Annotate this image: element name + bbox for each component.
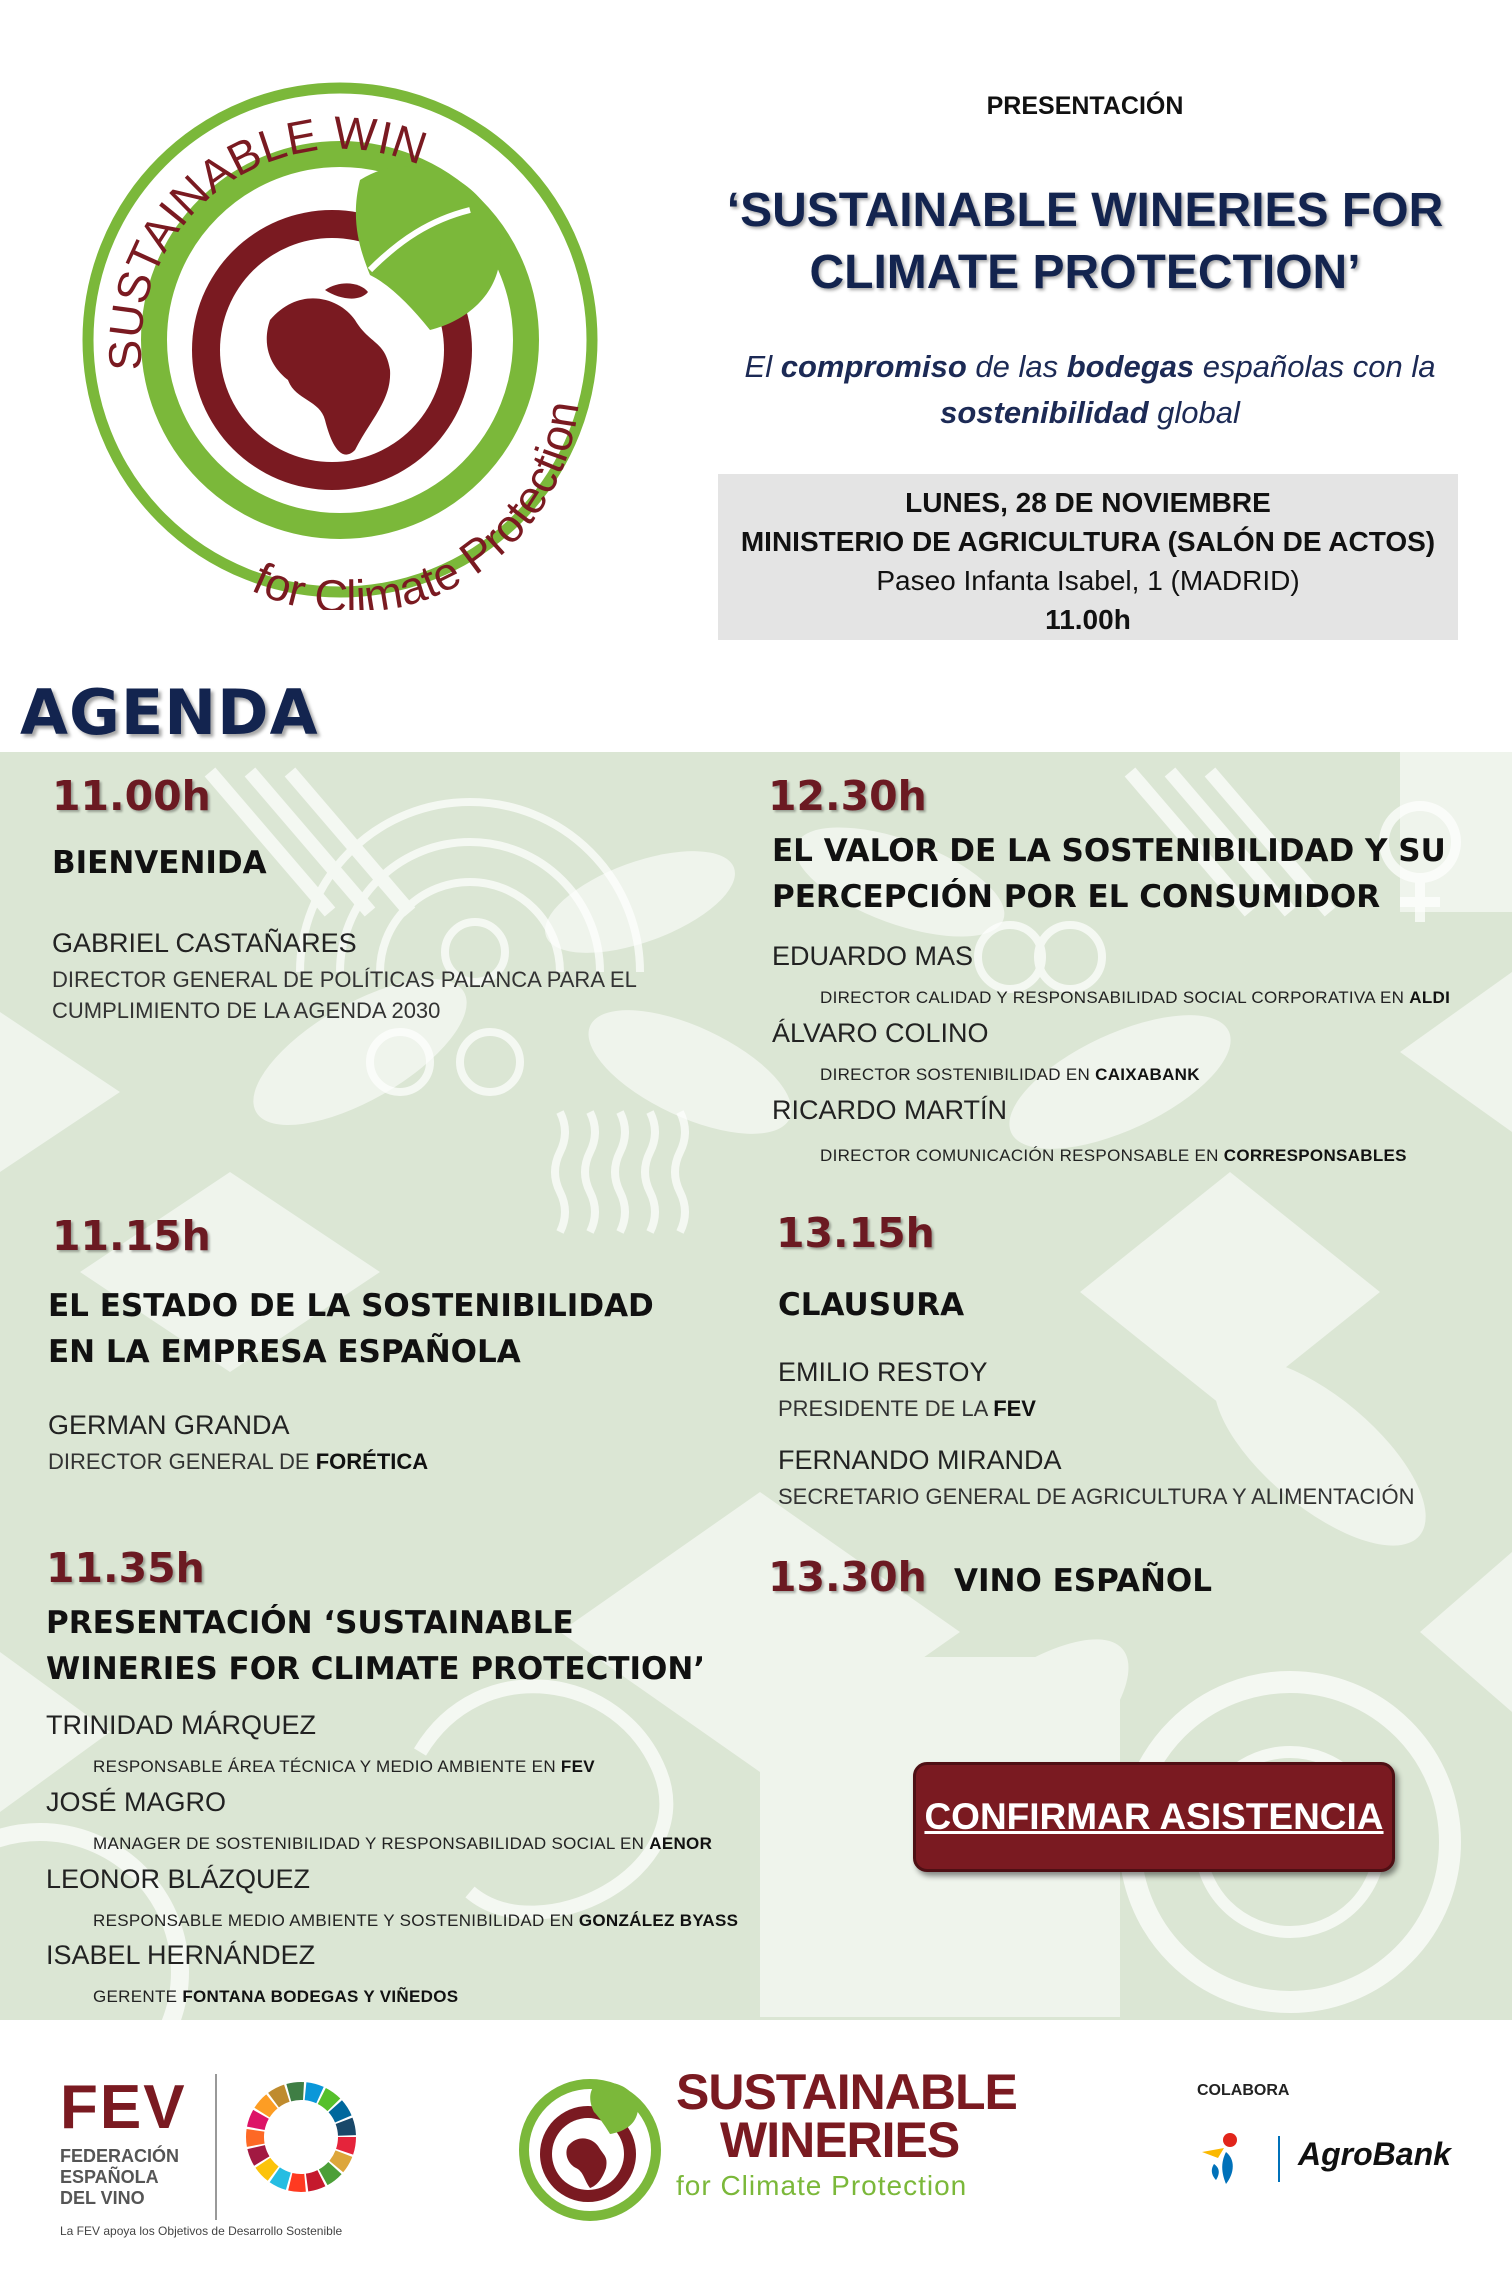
speaker-name: GABRIEL CASTAÑARES: [52, 928, 357, 958]
speaker-name: JOSÉ MAGRO: [46, 1787, 227, 1817]
speaker-name: ISABEL HERNÁNDEZ: [46, 1940, 316, 1970]
caixabank-star-icon: [1196, 2130, 1256, 2188]
speaker-name: TRINIDAD MÁRQUEZ: [46, 1710, 316, 1740]
speaker-name: ÁLVARO COLINO: [772, 1018, 989, 1048]
session-time: 11.00h: [52, 772, 211, 820]
session-title: EL VALOR DE LA SOSTENIBILIDAD Y SU PERCEPCIÓN POR EL CONSUMIDOR: [772, 833, 1446, 915]
event-address: Paseo Infanta Isabel, 1 (MADRID): [876, 565, 1300, 596]
swcp-emblem-icon: [510, 2068, 670, 2228]
speaker-role: RESPONSABLE ÁREA TÉCNICA Y MEDIO AMBIENTE EN FEV: [93, 1757, 595, 1776]
speaker-role: DIRECTOR GENERAL DE FORÉTICA: [48, 1449, 429, 1474]
session-title: CLAUSURA: [778, 1287, 965, 1323]
sdg-wheel-icon: [242, 2078, 360, 2196]
agenda-heading: AGENDA: [20, 676, 319, 749]
confirm-attendance-button[interactable]: CONFIRMAR ASISTENCIA: [913, 1762, 1395, 1872]
footer: FEV FEDERACIÓN ESPAÑOLA DEL VINO La FEV apoya los Objetivos de Desarrollo Sostenible SUSTAINABLE WINERIES for Climate Protection COLABORA AgroBank: [0, 2020, 1512, 2276]
event-date: LUNES, 28 DE NOVIEMBRE: [905, 487, 1271, 518]
speaker-role: PRESIDENTE DE LA FEV: [778, 1396, 1036, 1421]
event-subtitle: El compromiso de las bodegas españolas con la sostenibilidad global: [744, 349, 1436, 430]
session-time: 11.35h: [46, 1544, 205, 1592]
speaker-name: RICARDO MARTÍN: [772, 1095, 1008, 1125]
logo-ring-top-text: SUSTAINABLE WIN: [98, 106, 434, 372]
speaker-name: EMILIO RESTOY: [778, 1357, 988, 1387]
speaker-role: MANAGER DE SOSTENIBILIDAD Y RESPONSABILIDAD SOCIAL EN AENOR: [93, 1834, 713, 1853]
speaker-role: DIRECTOR CALIDAD Y RESPONSABILIDAD SOCIAL CORPORATIVA EN ALDI: [820, 988, 1451, 1007]
speaker-name: GERMAN GRANDA: [48, 1410, 290, 1440]
speaker-name: EDUARDO MAS: [772, 941, 974, 971]
speaker-role: RESPONSABLE MEDIO AMBIENTE Y SOSTENIBILIDAD EN GONZÁLEZ BYASS: [93, 1911, 739, 1930]
session-title: EL ESTADO DE LA SOSTENIBILIDAD EN LA EMPRESA ESPAÑOLA: [48, 1288, 654, 1370]
colabora-label: COLABORA: [1197, 2082, 1290, 2099]
speaker-role: DIRECTOR SOSTENIBILIDAD EN CAIXABANK: [820, 1065, 1200, 1084]
speaker-role: SECRETARIO GENERAL DE AGRICULTURA Y ALIMENTACIÓN: [778, 1484, 1415, 1509]
presentacion-label: PRESENTACIÓN: [986, 92, 1184, 120]
event-venue: MINISTERIO DE AGRICULTURA (SALÓN DE ACTOS): [740, 526, 1436, 557]
speaker-role: GERENTE FONTANA BODEGAS Y VIÑEDOS: [93, 1987, 459, 2006]
event-info-box: [718, 474, 1458, 640]
session-title: BIENVENIDA: [52, 845, 267, 881]
session-time: 12.30h: [768, 772, 927, 820]
event-title-line1: ‘SUSTAINABLE WINERIES FOR: [726, 184, 1444, 237]
event-time: 11.00h: [1045, 604, 1131, 635]
speaker-name: LEONOR BLÁZQUEZ: [46, 1864, 311, 1894]
sustainable-wineries-logo: [70, 70, 610, 610]
speaker-role: DIRECTOR GENERAL DE POLÍTICAS PALANCA PARA EL CUMPLIMIENTO DE LA AGENDA 2030: [52, 967, 637, 1023]
speaker-name: FERNANDO MIRANDA: [778, 1445, 1062, 1475]
session-time: 13.15h: [776, 1209, 935, 1257]
logo-ring-bottom-text: for Climate Protection: [245, 397, 589, 610]
event-title-line2: CLIMATE PROTECTION’: [809, 246, 1361, 299]
speaker-role: DIRECTOR COMUNICACIÓN RESPONSABLE EN CORRESPONSABLES: [820, 1146, 1407, 1165]
session-time: 11.15h: [52, 1212, 211, 1260]
session-time: 13.30h: [768, 1553, 927, 1601]
session-title: VINO ESPAÑOL: [954, 1563, 1213, 1599]
event-title: [690, 180, 1480, 304]
session-title: PRESENTACIÓN ‘SUSTAINABLE WINERIES FOR CLIMATE PROTECTION’: [46, 1605, 706, 1687]
